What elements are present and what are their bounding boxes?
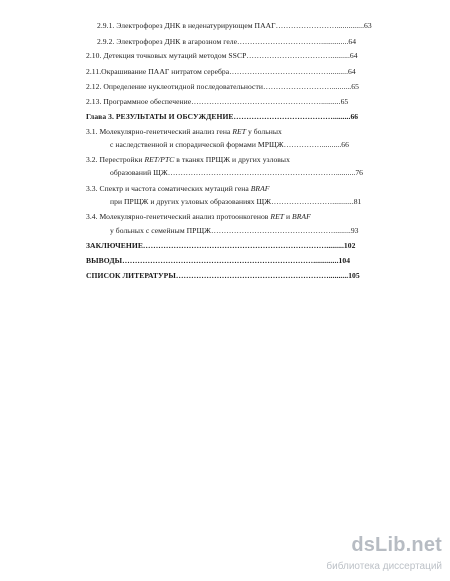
watermark-site-name: dsLib.net (351, 534, 442, 556)
toc-line-conclusion: ЗАКЛЮЧЕНИЕ……………………………………………………………….........102 (86, 241, 356, 250)
toc-text: 3.1. Молекулярно-генетический анализ гена (86, 127, 233, 136)
toc-line-2-11: 2.11.Окрашивание ПААГ нитратом серебра…………………………………..........64 (86, 67, 356, 76)
toc-text: 3.4. Молекулярно-генетический анализ протоонкогенов (86, 212, 271, 221)
toc-text: 3.3. Спектр и частота соматических мутаций гена (86, 184, 251, 193)
toc-line-2-9-1: 2.9.1. Электрофорез ДНК в неденатурирующем ПААГ……………………..............63 (97, 21, 372, 30)
toc-line-references: СПИСОК ЛИТЕРАТУРЫ……………………………………………………..........105 (86, 271, 360, 280)
gene-name: BRAF (250, 184, 270, 193)
toc-text: в тканях ПРЩЖ и других узловых (174, 155, 290, 164)
toc-text: 3.2. Перестройки (86, 155, 145, 164)
toc-line-2-12: 2.12. Определение нуклеотидной последовательности………………………..........65 (86, 82, 359, 91)
toc-line-3-1-cont: с наследственной и спорадической формами МРЩЖ……………..........66 (110, 140, 349, 149)
toc-line-2-9-2: 2.9.2. Электрофорез ДНК в агарозном геле……………………………..............64 (97, 37, 357, 46)
watermark-logo (326, 534, 442, 576)
gene-name: RET (232, 127, 246, 136)
toc-line-3-1-title (86, 127, 406, 136)
toc-line-3-3-cont: при ПРЩЖ и других узловых образованиях ЩЖ……………………...........81 (110, 197, 362, 206)
toc-line-3-3-title (86, 184, 406, 193)
toc-line-2-13: 2.13. Программное обеспечение……………………………………………..........65 (86, 97, 349, 106)
watermark-caption: библиотека диссертаций (326, 561, 442, 572)
toc-text: у больных (246, 127, 282, 136)
toc-line-3-2-cont: образований ЩЖ…………………………………………………………..........76 (110, 168, 364, 177)
toc-line-chapter-3: Глава 3. РЕЗУЛЬТАТЫ И ОБСУЖДЕНИЕ………………………………….........66 (86, 112, 359, 121)
toc-line-3-2-title (86, 155, 406, 164)
gene-name: BRAF (292, 212, 311, 221)
toc-line-3-4-title (86, 212, 406, 221)
gene-name: RET/PTC (144, 155, 175, 164)
toc-line-3-4-cont: у больных с семейным ПРЩЖ………………………………………….........93 (110, 226, 359, 235)
toc-text: и (284, 212, 293, 221)
toc-line-findings: ВЫВОДЫ………………………………………………………………….............104 (86, 256, 351, 265)
toc-line-2-10: 2.10. Детекция точковых мутаций методом SSCP……………………………..........64 (86, 51, 358, 60)
gene-name: RET (270, 212, 285, 221)
